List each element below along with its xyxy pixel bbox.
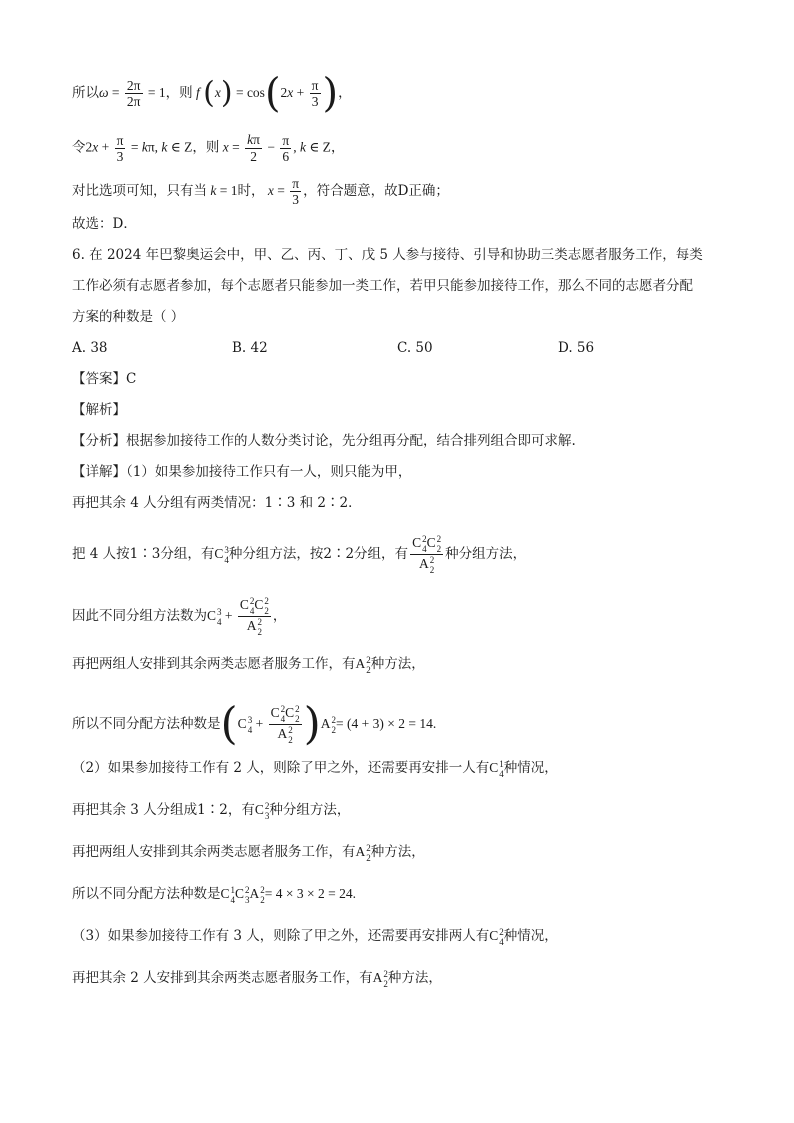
xj-line-4: 因此不同分组方法数为C 3 4 + C 2 4 C 2 2 A 2 2 ， bbox=[72, 596, 287, 637]
line-compare: 对比选项可知，只有当 k = 1时， x = $\frac{\pi}{3}$ ，符合题意，故D正确； bbox=[72, 176, 449, 207]
line-omega: 所以ω = $\frac{2\pi}{2\pi}$ = 1，则 f (x) = cos(2x + $\frac{\pi}{3}$ )， bbox=[72, 70, 352, 117]
xj-line-7: （2）如果参加接待工作有 2 人，则除了甲之外，还需要再安排一人有C 1 4 种情况， bbox=[72, 758, 558, 779]
option-c: C. 50 bbox=[397, 340, 433, 356]
xj-line-10: 所以不同分配方法种数是C 1 4 C 2 3 A 2 2 = 4 × 3 × 2 = 24. bbox=[72, 884, 356, 905]
question-6-line-3: 方案的种数是（ ） bbox=[72, 309, 185, 325]
xiangjie-line: 【详解】（1）如果参加接待工作只有一人，则只能为甲， bbox=[72, 464, 412, 480]
xj-line-3: 把 4 人按1∶3分组，有C 3 4 种分组方法，按2∶2分组，有 C 2 4 C 2 2 A 2 2 种分组方法， bbox=[72, 534, 527, 575]
xj-line-11: （3）如果参加接待工作有 3 人，则除了甲之外，还需要再安排两人有C 2 4 种情况， bbox=[72, 926, 558, 947]
xj-line-12: 再把其余 2 人安排到其余两类志愿者服务工作，有A 2 2 种方法， bbox=[72, 968, 442, 989]
xj-line-6: 所以不同分配方法种数是(C 3 4 + C 2 4 C 2 2 A 2 2 )A 2 2 = (4 + 3) × 2 = 14. bbox=[72, 698, 437, 750]
line-choose-d: 故选：D． bbox=[72, 216, 137, 232]
xj-line-8: 再把其余 3 人分组成1∶2，有C 2 3 种分组方法， bbox=[72, 800, 351, 821]
analysis-tag: 【解析】 bbox=[72, 402, 126, 418]
answer-line bbox=[72, 369, 136, 389]
question-6-line-2: 工作必须有志愿者参加，每个志愿者只能参加一类工作，若甲只能参加接待工作，那么不同的志愿者分配 bbox=[72, 278, 693, 294]
option-a: A. 38 bbox=[72, 340, 108, 356]
option-b: B. 42 bbox=[232, 340, 268, 356]
answer-value: C bbox=[126, 371, 137, 387]
xj-line-9: 再把两组人安排到其余两类志愿者服务工作，有A 2 2 种方法， bbox=[72, 842, 425, 863]
xj-line-5: 再把两组人安排到其余两类志愿者服务工作，有A 2 2 种方法， bbox=[72, 654, 425, 675]
answer-tag: 【答案】 bbox=[72, 371, 126, 387]
fenxi-line: 【分析】根据参加接待工作的人数分类讨论，先分组再分配，结合排列组合即可求解. bbox=[72, 433, 576, 449]
question-6-line-1: 6. 在 2024 年巴黎奥运会中，甲、乙、丙、丁、戊 5 人参与接待、引导和协助三类志愿者服务工作，每类 bbox=[72, 247, 703, 263]
xj-line-2: 再把其余 4 人分组有两类情况：1∶3 和 2∶2． bbox=[72, 495, 362, 511]
line-solve-x: 令2x + $\frac{\pi}{3}$ = kπ, k ∈ Z，则 x = $\frac{k\pi}{2}$ − $\frac{\pi}{6}$ , k ∈ Z， bbox=[72, 132, 345, 164]
option-d: D. 56 bbox=[558, 340, 595, 356]
